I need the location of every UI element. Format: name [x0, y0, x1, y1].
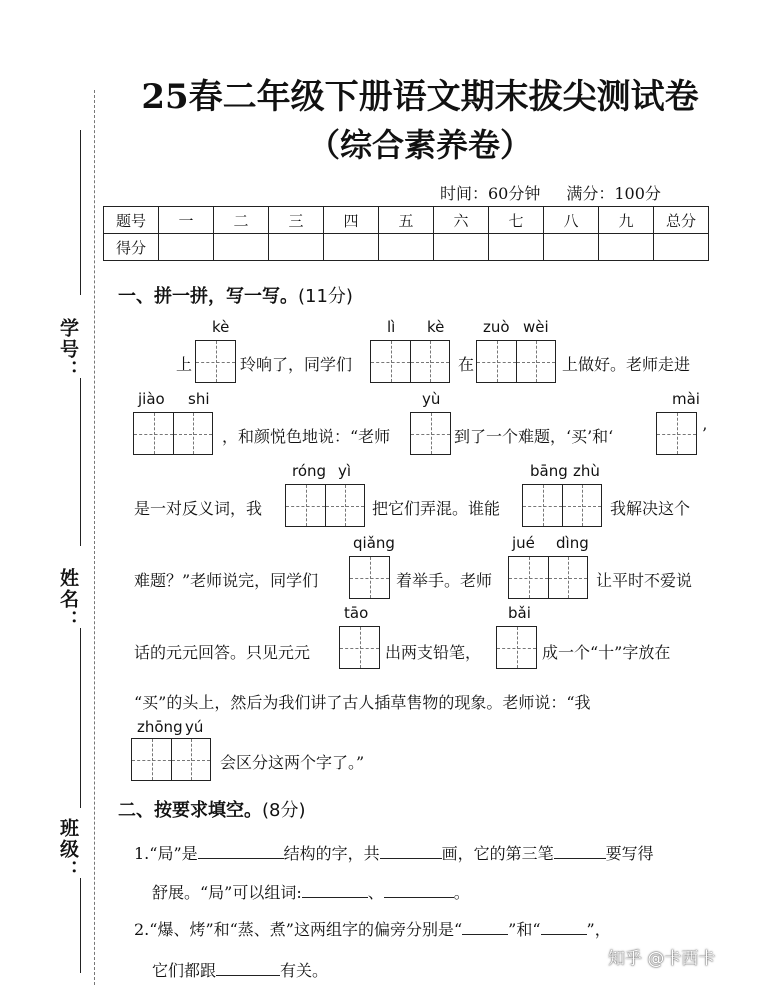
- section-1-points: (11分): [298, 286, 353, 307]
- question-2-line-1: [134, 917, 611, 940]
- text-segment: 话的元元回答。只见元元: [134, 643, 311, 662]
- answer-blank[interactable]: [302, 883, 368, 898]
- writing-grid[interactable]: [349, 556, 390, 599]
- question-text: 2.“爆、烤”和“蒸、煮”这两组字的偏旁分别是“: [134, 920, 463, 939]
- page-subtitle: （综合素养卷）: [307, 126, 532, 164]
- pinyin: kè: [212, 318, 230, 336]
- pinyin: zhù: [573, 462, 600, 480]
- text-segment: 会区分这两个字了。”: [220, 753, 365, 772]
- pinyin: zhōng: [137, 718, 183, 736]
- pinyin: róng: [292, 462, 327, 480]
- writing-grid[interactable]: [496, 626, 537, 669]
- score-cell: 七: [489, 207, 544, 234]
- score-input-cell[interactable]: [324, 234, 379, 261]
- page-title: 25春二年级下册语文期末拔尖测试卷: [141, 77, 699, 117]
- question-text: 、: [367, 883, 384, 902]
- pinyin: jué: [512, 534, 535, 552]
- exam-full-marks: 满分：100分: [566, 184, 661, 203]
- side-line-class: [80, 878, 81, 973]
- text-segment: 难题？”老师说完，同学们: [134, 571, 319, 590]
- side-line-name: [80, 628, 81, 808]
- answer-blank[interactable]: [216, 961, 280, 976]
- text-segment: 让平时不爱说: [596, 571, 693, 590]
- text-segment: 上: [176, 355, 193, 374]
- pinyin: lì: [387, 318, 396, 336]
- exam-meta: [440, 181, 687, 204]
- question-text: 1.“局”是: [134, 844, 198, 863]
- question-text: ”，: [586, 920, 611, 939]
- section-2-title: 二、按要求填空。: [118, 800, 262, 821]
- binding-dashed-line: [94, 90, 95, 985]
- score-cell: 五: [379, 207, 434, 234]
- writing-grid[interactable]: [131, 738, 211, 781]
- score-input-cell[interactable]: [159, 234, 214, 261]
- side-line-top: [80, 130, 81, 295]
- answer-blank[interactable]: [384, 883, 454, 898]
- pinyin: tāo: [344, 604, 369, 622]
- watermark: 知乎 @卡西卡: [608, 949, 716, 969]
- answer-blank[interactable]: [380, 844, 442, 859]
- student-id-label: 学号：: [57, 318, 79, 381]
- score-cell: 题号: [104, 207, 159, 234]
- score-input-cell[interactable]: [544, 234, 599, 261]
- question-text: ”和“: [508, 920, 541, 939]
- writing-grid[interactable]: [476, 340, 556, 383]
- writing-grid[interactable]: [133, 412, 213, 455]
- question-2-line-2: [152, 958, 328, 981]
- pinyin: yì: [338, 462, 352, 480]
- score-input-cell[interactable]: [599, 234, 654, 261]
- pinyin: bāng: [530, 462, 568, 480]
- pinyin: yù: [422, 390, 441, 408]
- name-label: 姓名：: [57, 568, 79, 631]
- score-cell: 总分: [654, 207, 709, 234]
- pinyin: yú: [185, 718, 204, 736]
- pinyin: bǎi: [508, 604, 531, 622]
- pinyin: zuò: [483, 318, 510, 336]
- side-line-student-id: [80, 378, 81, 546]
- section-1-heading: [118, 282, 353, 308]
- score-table-score-row: [104, 234, 709, 261]
- writing-grid[interactable]: [370, 340, 450, 383]
- exam-time: 时间：60分钟: [440, 184, 541, 203]
- class-label: 班级：: [57, 818, 79, 881]
- score-table-header-row: [104, 207, 709, 234]
- question-text: 画，它的第三笔: [441, 844, 554, 863]
- text-segment: 我解决这个: [610, 499, 691, 518]
- writing-grid[interactable]: [656, 412, 697, 455]
- score-cell: 一: [159, 207, 214, 234]
- pinyin: qiǎng: [353, 534, 395, 552]
- question-text: 它们都跟: [152, 961, 217, 980]
- pinyin: kè: [427, 318, 445, 336]
- score-cell: 四: [324, 207, 379, 234]
- question-text: 有关。: [280, 961, 329, 980]
- pinyin: wèi: [523, 318, 549, 336]
- answer-blank[interactable]: [198, 844, 284, 859]
- score-cell: 二: [214, 207, 269, 234]
- text-segment: 到了一个难题，‘买’和‘: [454, 427, 614, 446]
- answer-blank[interactable]: [554, 844, 606, 859]
- pinyin: shi: [188, 390, 210, 408]
- text-segment: 玲响了，同学们: [240, 355, 353, 374]
- writing-grid[interactable]: [410, 412, 451, 455]
- score-cell: 九: [599, 207, 654, 234]
- question-1-line-1: [134, 841, 654, 864]
- text-segment: 上做好。老师走进: [562, 355, 691, 374]
- score-cell: 三: [269, 207, 324, 234]
- section-2-heading: [118, 796, 306, 822]
- score-input-cell[interactable]: [269, 234, 324, 261]
- question-text: 舒展。“局”可以组词:: [152, 883, 302, 902]
- question-text: 结构的字，共: [283, 844, 380, 863]
- writing-grid[interactable]: [339, 626, 380, 669]
- score-input-cell[interactable]: [379, 234, 434, 261]
- score-row-label: 得分: [104, 234, 159, 261]
- score-table: [103, 206, 709, 261]
- text-segment: 在: [458, 355, 475, 374]
- pinyin: mài: [672, 390, 700, 408]
- text-segment: ，和颜悦色地说：“老师: [222, 427, 391, 446]
- pinyin: dìng: [556, 534, 589, 552]
- score-input-cell[interactable]: [654, 234, 709, 261]
- score-input-cell[interactable]: [214, 234, 269, 261]
- score-input-cell[interactable]: [489, 234, 544, 261]
- section-1-title: 一、拼一拼，写一写。: [118, 286, 298, 307]
- score-input-cell[interactable]: [434, 234, 489, 261]
- question-1-line-2: [152, 880, 470, 903]
- score-cell: 六: [434, 207, 489, 234]
- text-segment: 是一对反义词，我: [134, 499, 263, 518]
- writing-grid[interactable]: [195, 340, 236, 383]
- text-segment: “买”的头上，然后为我们讲了古人插草售物的现象。老师说：“我: [134, 693, 591, 712]
- text-segment: 出两支铅笔，: [385, 643, 482, 662]
- section-2-points: (8分): [262, 800, 306, 821]
- score-cell: 八: [544, 207, 599, 234]
- writing-grid[interactable]: [285, 484, 365, 527]
- question-text: 。: [453, 883, 470, 902]
- pinyin: jiào: [138, 390, 165, 408]
- text-segment: 着举手。老师: [396, 571, 493, 590]
- text-segment: ’: [702, 424, 708, 443]
- question-text: 要写得: [605, 844, 654, 863]
- writing-grid[interactable]: [522, 484, 602, 527]
- text-segment: 成一个“十”字放在: [542, 643, 671, 662]
- text-segment: 把它们弄混。谁能: [372, 499, 501, 518]
- answer-blank[interactable]: [541, 920, 587, 935]
- writing-grid[interactable]: [508, 556, 588, 599]
- answer-blank[interactable]: [462, 920, 508, 935]
